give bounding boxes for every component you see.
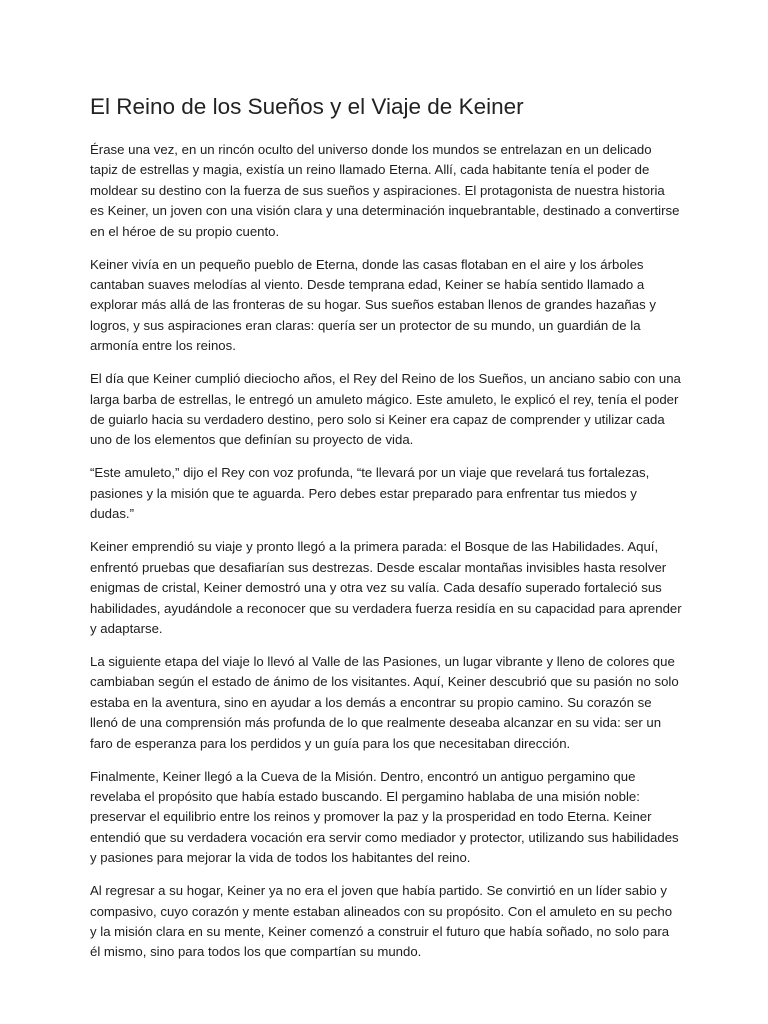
document-body	[90, 90, 682, 975]
document-title: El Reino de los Sueños y el Viaje de Keiner	[90, 94, 524, 119]
paragraph-4: “Este amuleto,” dijo el Rey con voz profunda, “te llevará por un viaje que revelará tus fortalezas, pasiones y la misión que te aguarda. Pero debes estar preparado para enfrentar tus miedos y dudas.”	[90, 465, 650, 522]
paragraph-7: Finalmente, Keiner llegó a la Cueva de la Misión. Dentro, encontró un antiguo pergamino que revelaba el propósito que había estado buscando. El pergamino hablaba de una misión noble: preservar el equilibrio entre los reinos y promover la paz y la prosperidad en todo Eterna. Keiner entendió que su verdadera vocación era servir como mediador y protector, utilizando sus habilidades y pasiones para mejorar la vida de todos los habitantes del reino.	[90, 768, 679, 866]
paragraph-2: Keiner vivía en un pequeño pueblo de Eterna, donde las casas flotaban en el aire y los árboles cantaban suaves melodías al viento. Desde temprana edad, Keiner se había sentido llamado a explorar más allá de las fronteras de su hogar. Sus sueños estaban llenos de grandes hazañas y logros, y sus aspiraciones eran claras: quería ser un protector de su mundo, un guardián de la armonía entre los reinos.	[90, 256, 656, 354]
paragraph-6: La siguiente etapa del viaje lo llevó al Valle de las Pasiones, un lugar vibrante y lleno de colores que cambiaban según el estado de ánimo de los visitantes. Aquí, Keiner descubrió que su pasión no solo estaba en la aventura, sino en ayudar a los demás a encontrar su propio camino. Su corazón se llenó de una comprensión más profunda de lo que realmente deseaba alcanzar en su vida: ser un faro de esperanza para los perdidos y un guía para los que necesitaban dirección.	[90, 653, 679, 751]
paragraph-3: El día que Keiner cumplió dieciocho años, el Rey del Reino de los Sueños, un anciano sabio con una larga barba de estrellas, le entregó un amuleto mágico. Este amuleto, le explicó el rey, tenía el poder de guiarlo hacia su verdadero destino, pero solo si Keiner era capaz de comprender y utilizar cada uno de los elementos que definían su proyecto de vida.	[90, 371, 681, 448]
paragraph-1: Érase una vez, en un rincón oculto del universo donde los mundos se entrelazan en un delicado tapiz de estrellas y magia, existía un reino llamado Eterna. Allí, cada habitante tenía el poder de moldear su destino con la fuerza de sus sueños y aspiraciones. El protagonista de nuestra historia es Keiner, un joven con una visión clara y una determinación inquebrantable, destinado a convertirse en el héroe de su propio cuento.	[90, 142, 680, 239]
paragraph-5: Keiner emprendió su viaje y pronto llegó a la primera parada: el Bosque de las Habilidades. Aquí, enfrentó pruebas que desafiarían sus destrezas. Desde escalar montañas invisibles hasta resolver enigmas de cristal, Keiner demostró una y otra vez su valía. Cada desafío superado fortaleció sus habilidades, ayudándole a reconocer que su verdadera fuerza residía en su capacidad para aprender y adaptarse.	[90, 539, 682, 636]
paragraph-8: Al regresar a su hogar, Keiner ya no era el joven que había partido. Se convirtió en un líder sabio y compasivo, cuyo corazón y mente estaban alineados con su propósito. Con el amuleto en su pecho y la misión clara en su mente, Keiner comenzó a construir el futuro que había soñado, no solo para él mismo, sino para todos los que compartían su mundo.	[90, 883, 673, 960]
